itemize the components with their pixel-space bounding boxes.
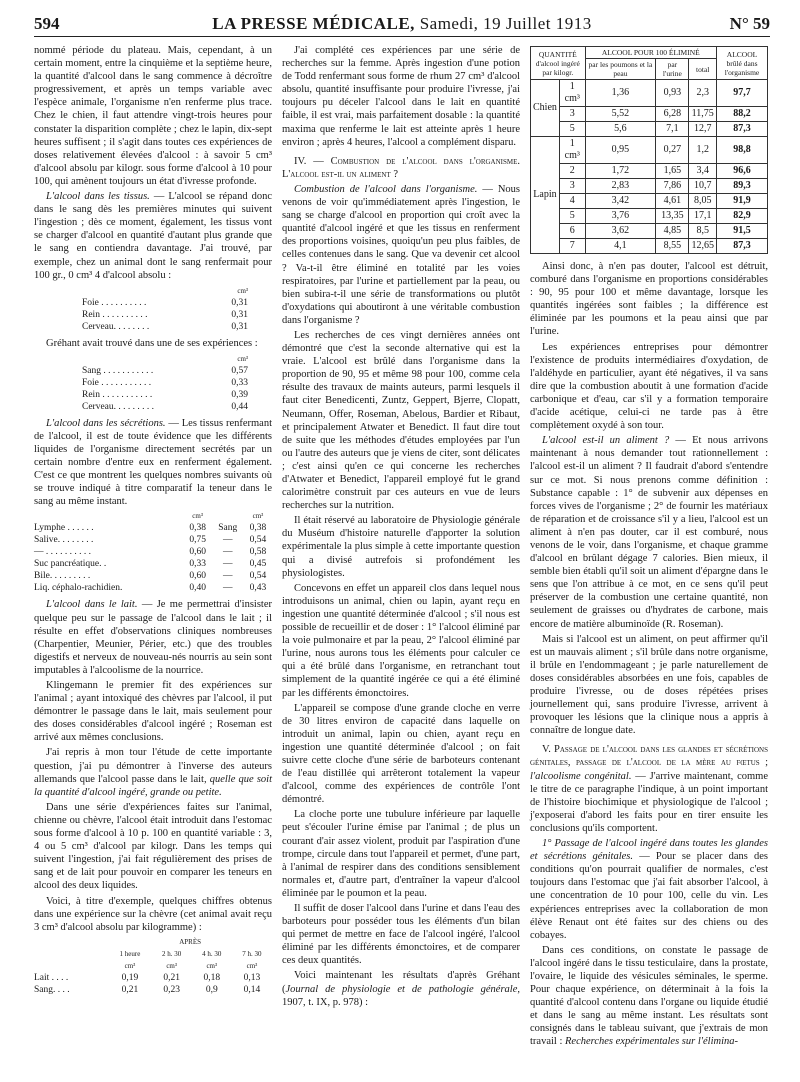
- journal-name: LA PRESSE MÉDICALE,: [212, 14, 415, 33]
- cell-urine: 0,27: [656, 137, 689, 164]
- section-heading: [530, 743, 768, 835]
- page-header: [34, 14, 770, 34]
- paragraph: [530, 837, 768, 942]
- paragraph-text: Dans ces conditions, on constate le passage de l'alcool ingéré dans le tissu testiculaire, dans la prostate, l'ovaire, le liquide des vésicules séminales, le sperme. Pour chaque expérience, on déterminait à la fois la quantité d'alcool contenu dans l'organe ou liquide étudié et dans le sang au même instant. Les résultats sont consignés dans le tableau suivant, que j'extrais de mon travail :: [530, 944, 768, 1048]
- row-value: 0,43: [249, 583, 267, 594]
- cell-quantity: 3: [559, 179, 585, 194]
- paragraph: La cloche porte une tubulure inférieure par laquelle peut s'écouler l'urine émise par l'animal ; de plus un courant d'air assez violent, produit par l'aspiration d'une trompe, circule dans tout l'appareil et permet, d'une part, à l'animal de respirer dans des conditions sensiblement normales et, d'autre part, d'entraîner la vapeur d'alcool éliminée par le poumon et la peau.: [282, 809, 520, 899]
- row-value: 0,54: [249, 571, 267, 582]
- cell-urine: 4,61: [656, 194, 689, 209]
- row-label: Foie . . . . . . . . . .: [82, 297, 147, 308]
- table-row: [531, 80, 768, 107]
- paragraph-text: J'ai repris à mon tour l'étude de cette importante question, j'ai pu démontrer à l'inverse des auteurs allemands que l'alcool passe dans le lait,: [34, 747, 272, 785]
- section-heading: [282, 155, 520, 181]
- table-row: [34, 377, 272, 389]
- cell-urine: 7,86: [656, 179, 689, 194]
- paragraph: Il suffit de doser l'alcool dans l'urine et dans l'eau des barboteurs pour posséder tous les éléments d'un bilan qui permet de mettre en face de l'alcool ingéré, l'alcool éliminé par les différents émonctoires, et de comparer ces deux quantités.: [282, 903, 520, 967]
- table-row: [34, 522, 272, 534]
- citation-title: Recherches expérimentales sur l'élimina-: [565, 1036, 739, 1048]
- cell-lungs: 3,76: [585, 209, 656, 224]
- cell-quantity: 5: [559, 122, 585, 137]
- row-value: 0,33: [231, 377, 248, 388]
- paragraph: [34, 746, 272, 798]
- table-row: [34, 309, 272, 321]
- cell-urine: 1,65: [656, 164, 689, 179]
- section-number: V.: [542, 744, 551, 756]
- table-row: [531, 122, 768, 137]
- row-value: 0,57: [231, 365, 248, 376]
- table-caption: APRÈS: [179, 937, 202, 946]
- ditto-mark: —: [223, 571, 233, 582]
- section-number: IV. —: [294, 155, 324, 167]
- row-value: 0,38: [189, 523, 206, 534]
- table-row: [34, 321, 272, 333]
- row-label: Liq. céphalo-rachidien.: [34, 583, 123, 594]
- paragraph: Klingemann le premier fit des expériences sur l'animal ; ayant intoxiqué des chèvres par l'alcool, il put démontrer le passage dans le lait, mais seulement pour des doses considérables d'alcool ingéré ; Roseman est arrivé aux mêmes conclusions.: [34, 680, 272, 744]
- unit-label: cm³: [192, 512, 203, 521]
- column-2: [282, 44, 520, 1011]
- row-label: Sang. . . .: [34, 984, 70, 995]
- row-value: 0,44: [231, 401, 248, 412]
- row-value: 0,31: [231, 321, 248, 332]
- section-lead: Combustion de l'alcool dans l'organisme.: [294, 183, 478, 195]
- row-label: Foie . . . . . . . . . . .: [82, 377, 152, 388]
- section-title-italic: l'alcoolisme congénital.: [530, 770, 632, 782]
- section-title: Combustion de l'alcool dans l'organisme. L'alcool est-il un aliment ?: [282, 155, 521, 180]
- row-value: 0,40: [189, 583, 206, 594]
- unit-label: cm³: [206, 961, 218, 970]
- section-lead: L'alcool dans le lait.: [46, 599, 138, 611]
- page-number: 594: [34, 14, 60, 33]
- row-value: 0,38: [249, 523, 267, 534]
- row-value: 0,60: [189, 547, 206, 558]
- cell-total: 2,3: [689, 80, 717, 107]
- issue-number: N° 59: [729, 14, 770, 33]
- cell-urine: 4,85: [656, 224, 689, 239]
- cell-quantity: 1 cm³: [559, 137, 585, 164]
- paragraph-text: — J'arrive maintenant, comme le titre de ce paragraphe l'indique, à un point important de l'histoire biochimique et physiologique de l'alcool ; j'exposerai d'abord les faits pour en tirer ensuite les conclusions qu'ils comportent.: [530, 770, 768, 834]
- cell-lungs: 5,6: [585, 122, 656, 137]
- milk-table: [34, 936, 272, 996]
- header-lungs: par les poumons et la peau: [585, 59, 656, 80]
- section-lead: L'alcool est-il un aliment ?: [542, 435, 670, 447]
- cell-lungs: 2,83: [585, 179, 656, 194]
- row-value: 0,75: [189, 535, 206, 546]
- time-header: 1 heure: [119, 949, 141, 958]
- row-value: 0,31: [231, 309, 248, 320]
- column-3: [530, 44, 768, 1051]
- emphasis-text: quelle que soit la quantité d'alcool ingéré, grande ou petite.: [34, 773, 272, 798]
- section-title: Passage de l'alcool dans les glandes et sécrétions génitales, passage de l'alcool de la mère au fœtus ;: [530, 744, 768, 769]
- paragraph: [34, 190, 272, 282]
- table-row: [531, 194, 768, 209]
- header-eliminated: ALCOOL POUR 100 ÉLIMINÉ: [585, 47, 716, 59]
- paragraph-text: , 1907, t. IX, p. 978) :: [282, 983, 520, 1008]
- header-quantity: QUANTITÉ d'alcool ingéré par kilogr.: [531, 47, 586, 80]
- paragraph: J'ai complété ces expériences par une série de recherches sur la femme. Après ingestion d'une potion de Todd renfermant sous forme de rhum 27 cm³ d'alcool absolu, quantité insuffisante pour produire l'ivresse, j'ai toujours pu déceler l'alcool dans le lait en quantité faible, il est vrai, mais parfaitement dosable : la quantité maxima que renferme le lait est atteinte après 1 heure environ ; après 4 heures, l'alcool a complément disparu.: [282, 45, 520, 148]
- paragraph: Les expériences entreprises pour démontrer l'existence de produits intermédiaires d'oxydation, de l'aldéhyde en particulier, ayant été négatives, il va sans dire que la combustion aboutit à une formation d'acide carbonique et d'eau, car s'il y a formation temporaire d'acide acétique, celui-ci ne tarde pas à être complètement oxydé à son tour.: [530, 341, 768, 432]
- table-row: [34, 570, 272, 582]
- cell-total: 8,5: [689, 224, 717, 239]
- row-value: 0,54: [249, 535, 267, 546]
- blood-label: Sang: [218, 523, 238, 534]
- cell-total: 1,2: [689, 137, 717, 164]
- table-row: [34, 972, 272, 984]
- grehant-table: [34, 353, 272, 413]
- cell-burned: 88,2: [717, 107, 768, 122]
- table-row: [34, 389, 272, 401]
- unit-label: cm³: [166, 961, 177, 970]
- section-lead: L'alcool dans les sécrétions.: [46, 417, 166, 429]
- row-value: 0,21: [121, 984, 139, 995]
- table-row: [531, 164, 768, 179]
- paragraph-text: — L'alcool se répand donc dans le sang dès les premières minutes qui suivent l'ingestion ; dès ce moment, également, les tissus vont se charger d'alcool en quantité d'autant plus grande que le sang en contiendra davantage. J'ai trouvé, par exemple, chez un animal dont le sang renfermait pour 100 gr., 0 cm³ 4 d'alcool absolu :: [34, 191, 272, 281]
- cell-burned: 87,3: [717, 122, 768, 137]
- table-row: [34, 984, 272, 996]
- cell-quantity: 6: [559, 224, 585, 239]
- table-row: [34, 558, 272, 570]
- table-row: [34, 534, 272, 546]
- cell-quantity: 3: [559, 107, 585, 122]
- row-value: 0,45: [249, 559, 267, 570]
- row-value: 0,23: [163, 984, 180, 995]
- time-header: 2 h. 30: [162, 949, 182, 958]
- cell-urine: 0,93: [656, 80, 689, 107]
- journal-title: [34, 14, 770, 34]
- row-label: Suc pancréatique. .: [34, 559, 107, 570]
- cell-total: 8,05: [689, 194, 717, 209]
- row-value: 0,13: [243, 972, 261, 983]
- row-label: Cerveau. . . . . . . .: [82, 321, 150, 332]
- tissue-table: [34, 285, 272, 333]
- paragraph: [34, 598, 272, 677]
- ditto-mark: —: [223, 583, 233, 594]
- row-label: — . . . . . . . . . .: [34, 547, 91, 558]
- row-label: Cerveau. . . . . . . . .: [82, 401, 155, 412]
- secretions-table: [34, 510, 272, 594]
- cell-burned: 91,9: [717, 194, 768, 209]
- row-label: Sang . . . . . . . . . . .: [82, 365, 154, 376]
- cell-total: 10,7: [689, 179, 717, 194]
- row-value: 0,33: [189, 559, 206, 570]
- cell-urine: 6,28: [656, 107, 689, 122]
- cell-lungs: 1,72: [585, 164, 656, 179]
- cell-burned: 89,3: [717, 179, 768, 194]
- cell-total: 12,65: [689, 239, 717, 254]
- cell-burned: 97,7: [717, 80, 768, 107]
- animal-label: Lapin: [531, 137, 560, 254]
- section-lead: L'alcool dans les tissus.: [46, 191, 150, 203]
- time-header: 4 h. 30: [202, 949, 222, 958]
- paragraph: Concevons en effet un appareil clos dans lequel nous introduisons un animal, chien ou lapin, ayant reçu en ingestion une quantité déterminée d'alcool ; s'il nous est possible de recueillir et de doser : 1° l'alcool éliminé par la voie pulmonaire et par la peau, 2° l'alcool éliminé par l'urine, nous aurons tous les éléments pour calculer ce qui a été brûlé dans l'organisme, en retranchant tout simplement de la quantité ingérée ce qui a été éliminé par les différents émonctoires.: [282, 582, 520, 699]
- row-value: 0,14: [243, 984, 261, 995]
- column-1: [34, 44, 272, 998]
- paragraph: [530, 944, 768, 1049]
- unit-label: cm³: [252, 512, 264, 521]
- unit-label: cm³: [124, 961, 136, 970]
- paragraph: [34, 417, 272, 509]
- row-label: Bile. . . . . . . . .: [34, 571, 91, 582]
- paragraph-text: — Nous venons de voir qu'immédiatement après l'ingestion, le sang se charge d'alcool en proportion qui croît avec la quantité d'alcool ingéré et que les tissus en renferment des proportions voisines, quoiqu'un peu plus faibles, de celles contenues dans le sang. Que va devenir cet alcool ? Va-t-il être éliminé en totalité par les voies respiratoires, par l'urine et partiellement par la peau, ou bien subira-t-il une série de transformations ou plutôt d'oxydations qui aboutiront à une véritable combustion dans l'organisme ?: [282, 183, 520, 326]
- row-value: 0,31: [231, 297, 248, 308]
- cell-burned: 96,6: [717, 164, 768, 179]
- row-label: Rein . . . . . . . . . .: [82, 309, 148, 320]
- row-label: Lait . . . .: [34, 972, 69, 983]
- cell-total: 12,7: [689, 122, 717, 137]
- cell-urine: 7,1: [656, 122, 689, 137]
- paragraph: Ainsi donc, à n'en pas douter, l'alcool est détruit, comburé dans l'organisme en proportions considérables : 90, 95 pour 100 et même davantage, lorsque les quantités ingérées sont faibles ; la différence est éliminée par les poumons et la peau ainsi que par l'urine.: [530, 261, 768, 338]
- cell-urine: 8,55: [656, 239, 689, 254]
- header-burned: ALCOOL brûlé dans l'organisme: [717, 47, 768, 80]
- unit-label: cm³: [237, 354, 248, 363]
- table-row: [531, 224, 768, 239]
- paragraph: Gréhant avait trouvé dans une de ses expériences :: [46, 337, 258, 349]
- cell-quantity: 7: [559, 239, 585, 254]
- table-row: [531, 137, 768, 164]
- header-rule: [34, 36, 770, 37]
- row-value: 0,58: [249, 547, 267, 558]
- animal-label: Chien: [531, 80, 560, 137]
- citation-title: Journal de physiologie et de pathologie générale: [285, 983, 518, 995]
- cell-quantity: 1 cm³: [559, 80, 585, 107]
- row-value: 0,9: [205, 984, 218, 995]
- paragraph: nommé période du plateau. Mais, cependant, à un certain moment, entre la cinquième et la septième heure, la quantité d'alcool dans le sang commence à décroître progressivement, et après un temps variable avec l'espèce animale, l'organisme n'en renferme plus trace. Chez le chien, il faut attendre vingt-trois heures pour constater la disparition complète ; chez le lapin, dix-sept heures suffisent ; il s'agit dans toutes ces expériences de doses relativement élevées d'alcool : à savoir 5 cm³ d'alcool absolu par kilogr. sous forme d'alcool à 10 pour 100, qui amènent toujours un état d'ivresse profonde.: [34, 45, 272, 187]
- table-row: [531, 179, 768, 194]
- unit-label: cm³: [246, 961, 258, 970]
- cell-total: 11,75: [689, 107, 717, 122]
- unit-label: cm³: [237, 286, 248, 295]
- row-label: Rein . . . . . . . . . . .: [82, 389, 153, 400]
- header-urine: par l'urine: [656, 59, 689, 80]
- cell-burned: 87,3: [717, 239, 768, 254]
- paragraph: Dans une série d'expériences faites sur l'animal, chienne ou chèvre, l'alcool était introduit dans l'estomac sous forme d'alcool à 10 p. 100 en quantité variable : 3, 4 ou 5 cm³ d'alcool par kilogr. Dans les temps qui suivent l'ingestion, j'ai fait régulièrement des prises de sang et de lait pour pouvoir en comparer les teneurs en alcool des deux liquides.: [34, 801, 272, 892]
- table-row: [34, 297, 272, 309]
- row-value: 0,19: [121, 972, 139, 983]
- cell-burned: 91,5: [717, 224, 768, 239]
- cell-quantity: 4: [559, 194, 585, 209]
- table-row: [531, 209, 768, 224]
- table-row: [34, 582, 272, 594]
- table-row: [34, 401, 272, 413]
- header-total: total: [689, 59, 717, 80]
- cell-lungs: 0,95: [585, 137, 656, 164]
- paragraph: L'appareil se compose d'une grande cloche en verre de 30 litres environ de capacité dans laquelle on introduit un animal, lapin ou chien, ayant reçu en ingestion une quantité déterminée d'alcool ; on fait suivre cette cloche d'une série de barboteurs contenant de l'eau distillée qui arrêteront totalement la vapeur d'alcool, comme des expériences de contrôle l'ont démontré.: [282, 702, 520, 806]
- paragraph: Mais si l'alcool est un aliment, on peut affirmer qu'il est un mauvais aliment ; s'il brûle dans notre organisme, il brûle en l'endommageant ; je parle naturellement de doses considérables absorbées en une fois, capables de produire l'ivresse, ou de doses répétées prises journellement qui, sans produire l'ivresse, arrivent à provoquer les lésions que la clinique nous a appris à connaître de longue date.: [530, 633, 768, 737]
- ditto-mark: —: [223, 535, 233, 546]
- table-row: [531, 107, 768, 122]
- paragraph: Voici, à titre d'exemple, quelques chiffres obtenus dans une expérience sur la chèvre (cet animal avait reçu 3 cm³ d'alcool absolu par kilogramme) :: [34, 895, 272, 933]
- paragraph-text: — Les tissus renfermant de l'alcool, il est de toute évidence que les différents liquides de l'organisme directement secrétés par un certain nombre d'entre eux en renferment également. C'est ce que montrent les quelques nombres suivants où se trouve indiqué à titre comparatif la teneur dans le sang au même instant.: [34, 417, 272, 508]
- cell-lungs: 5,52: [585, 107, 656, 122]
- cell-total: 3,4: [689, 164, 717, 179]
- cell-lungs: 1,36: [585, 80, 656, 107]
- table-row: [531, 239, 768, 254]
- cell-quantity: 5: [559, 209, 585, 224]
- cell-burned: 82,9: [717, 209, 768, 224]
- cell-urine: 13,35: [656, 209, 689, 224]
- cell-burned: 98,8: [717, 137, 768, 164]
- row-label: Lymphe . . . . . .: [34, 523, 94, 534]
- paragraph-text: Voici maintenant les résultats d'après Gréhant (: [282, 970, 520, 995]
- row-label: Salive. . . . . . . .: [34, 535, 94, 546]
- issue-date: Samedi, 19 Juillet 1913: [419, 14, 592, 33]
- paragraph: Les recherches de ces vingt dernières années ont démontré que c'est la seconde alternative qui est la vraie. L'alcool est brûlé dans l'organisme dans la proportion de 90, 95 et même 98 pour 100, comme cela résulte des travaux de maints auteurs, parmi lesquels il faut citer Benedicenti, Zuntz, Geppert, Bjerre, Clopatt, Neumann, Offer, Roseman, Abelous, Bardier et Ribaut, et principalement Atwater et Benedict. Il faut dire tout de suite que les méthodes d'études employées par l'un ou l'autre des auteurs que je viens de citer, sont délicates ; c'est ainsi qu'en ce qui concerne les recherches d'Atwater et Benedict, l'appareil employé fut le grand calorimètre construit par ces auteurs en vue de leurs recherches sur la nutrition.: [282, 329, 520, 512]
- table-row: [34, 546, 272, 558]
- cell-lungs: 3,42: [585, 194, 656, 209]
- paragraph: Il était réservé au laboratoire de Physiologie générale du Muséum d'histoire naturelle d'apporter la solution expérimentale la plus simple à cette importante question qui a divisé autrefois si profondément les physiologistes.: [282, 515, 520, 579]
- cell-lungs: 3,62: [585, 224, 656, 239]
- cell-quantity: 2: [559, 164, 585, 179]
- row-value: 0,39: [231, 389, 248, 400]
- cell-total: 17,1: [689, 209, 717, 224]
- row-value: 0,60: [189, 571, 206, 582]
- paragraph: [530, 434, 768, 630]
- paragraph-text: — Pour se placer dans des conditions qu'on pourrait qualifier de normales, c'est toujours dans l'estomac que j'ai fait absorber l'alcool, à une concentration de 10 pour 100, celle du vin. Les expériences entreprises avec la collaboration de mon élève Renaut ont été faites sur des chiens ou des cobayes.: [530, 851, 768, 941]
- row-value: 0,21: [163, 972, 180, 983]
- section-lead: 1° Passage de l'alcool ingéré dans toutes les glandes et sécrétions génitales.: [530, 838, 768, 863]
- paragraph-text: — Je me permettrai d'insister quelque peu sur le passage de l'alcool dans le lait ; il résulte en effet d'observations cliniques nombreuses (Charpentier, Meunier, Périer, etc.) que des troubles digestifs et nerveux de nouveau-nés nourris au sein sont imputables à l'alcoolisme de la nourrice.: [34, 599, 272, 676]
- paragraph-text: — Et nous arrivons maintenant à nous demander tout rationnellement : l'alcool est-il un aliment ? Il faudrait d'abord s'entendre sur ce mot. Si nous prenons comme définition : Substance capable : 1° de subvenir aux dépenses en forces vives de l'organisme ; 2° de fournir les matériaux de réparation et de croissance s'il y a lieu, l'alcool est un aliment à n'en pas douter, car il est comburé, nous venons de le voir, dans l'organisme, et chaque gramme d'alcool en brûlant dégage 7 calories. Bien mieux, il semble bien établi qu'il soit un aliment d'épargne dans le sens que l'on attribue à ce mot, en ce sens qu'il peut préserver de la combustion une certaine quantité, non seulement de graisses ou d'hydrates de carbone, mais encore de matière albuminoïde (R. Roseman).: [530, 435, 768, 630]
- ditto-mark: —: [223, 559, 233, 570]
- ditto-mark: —: [223, 547, 233, 558]
- table-row: [34, 365, 272, 377]
- row-value: 0,18: [203, 972, 221, 983]
- paragraph: [282, 183, 520, 327]
- paragraph: [282, 969, 520, 1008]
- cell-lungs: 4,1: [585, 239, 656, 254]
- combustion-table: [530, 46, 768, 254]
- time-header: 7 h. 30: [242, 949, 262, 958]
